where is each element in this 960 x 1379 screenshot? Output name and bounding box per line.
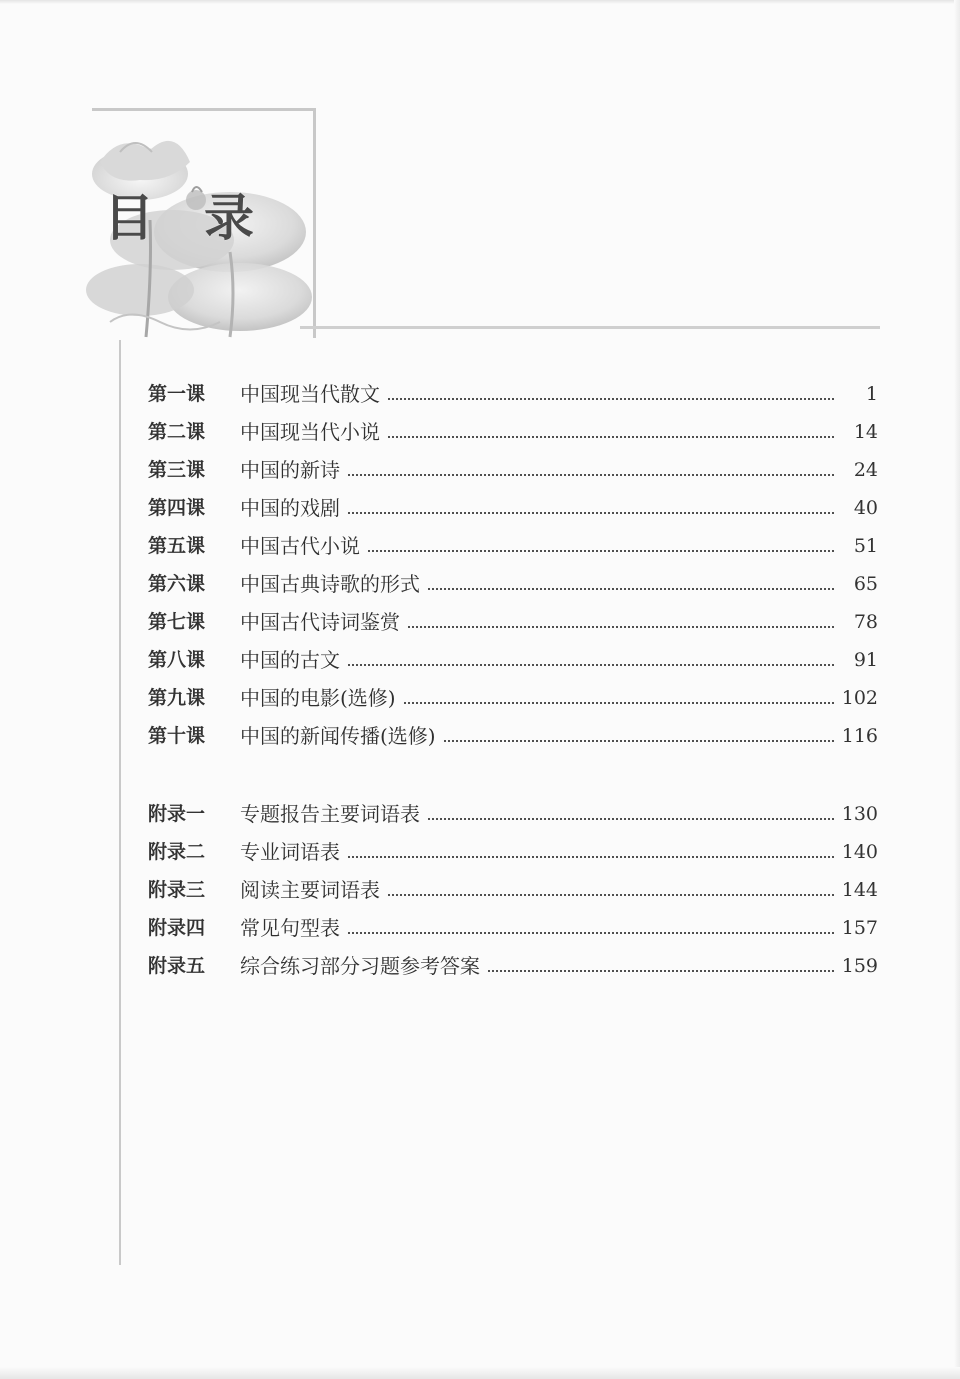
toc-entry-appendix-4[interactable] — [148, 904, 878, 942]
toc-entry-lesson-2[interactable] — [148, 408, 878, 446]
toc-label: 附录五 — [148, 955, 206, 977]
dot-leader — [348, 474, 834, 476]
dot-leader — [388, 436, 834, 438]
toc-label: 第六课 — [148, 573, 206, 595]
toc-label: 第五课 — [148, 535, 206, 557]
toc-page-number: 65 — [853, 573, 878, 595]
toc-title: 中国的新闻传播(选修) — [240, 724, 436, 748]
page-title: 目录 — [104, 189, 304, 247]
toc-label: 附录三 — [148, 879, 206, 901]
toc-entry-lesson-3[interactable] — [148, 446, 878, 484]
toc-title: 常见句型表 — [240, 916, 340, 940]
toc-entry-lesson-10[interactable] — [148, 712, 878, 750]
toc-title: 综合练习部分习题参考答案 — [240, 954, 480, 978]
toc-title: 专业词语表 — [240, 840, 340, 864]
toc-entry-lesson-1[interactable] — [148, 370, 878, 408]
dot-leader — [428, 818, 834, 820]
toc-page-number: 102 — [841, 687, 878, 709]
toc-label: 第七课 — [148, 611, 206, 633]
dot-leader — [348, 664, 834, 666]
toc-page-number: 144 — [841, 879, 878, 901]
toc-page-number: 1 — [865, 383, 878, 405]
toc-page-number: 91 — [853, 649, 878, 671]
toc-page-number: 40 — [853, 497, 878, 519]
page-edge-bottom — [0, 1367, 960, 1379]
toc-title: 中国现当代小说 — [240, 420, 380, 444]
toc-title: 阅读主要词语表 — [240, 878, 380, 902]
toc-label: 第十课 — [148, 725, 206, 747]
dot-leader — [348, 932, 834, 934]
toc-label: 第九课 — [148, 687, 206, 709]
toc-label: 第三课 — [148, 459, 206, 481]
toc-entry-lesson-4[interactable] — [148, 484, 878, 522]
page-edge-top — [0, 0, 960, 4]
toc-entry-lesson-6[interactable] — [148, 560, 878, 598]
section-gap — [148, 750, 878, 790]
toc-entry-lesson-7[interactable] — [148, 598, 878, 636]
dot-leader — [444, 740, 834, 742]
toc-page-number: 157 — [841, 917, 878, 939]
dot-leader — [368, 550, 834, 552]
dot-leader — [388, 894, 834, 896]
toc-page-number: 51 — [853, 535, 878, 557]
toc-label: 附录四 — [148, 917, 206, 939]
toc-label: 第二课 — [148, 421, 206, 443]
dot-leader — [408, 626, 834, 628]
toc-label: 附录二 — [148, 841, 206, 863]
toc-entry-appendix-2[interactable] — [148, 828, 878, 866]
dot-leader — [428, 588, 834, 590]
toc-page-number: 116 — [841, 725, 878, 747]
dot-leader — [348, 856, 834, 858]
toc-entry-lesson-5[interactable] — [148, 522, 878, 560]
toc-entry-lesson-8[interactable] — [148, 636, 878, 674]
toc-title: 中国的电影(选修) — [240, 686, 396, 710]
toc-title: 中国的戏剧 — [240, 496, 340, 520]
toc-entry-appendix-5[interactable] — [148, 942, 878, 980]
dot-leader — [488, 970, 834, 972]
toc-label: 第一课 — [148, 383, 206, 405]
toc-page-number: 130 — [841, 803, 878, 825]
toc-label: 附录一 — [148, 803, 206, 825]
toc-title: 中国现当代散文 — [240, 382, 380, 406]
toc-page-number: 14 — [853, 421, 878, 443]
toc-title: 专题报告主要词语表 — [240, 802, 420, 826]
toc-page-number: 24 — [853, 459, 878, 481]
toc-page-number: 159 — [841, 955, 878, 977]
toc-label: 第四课 — [148, 497, 206, 519]
top-divider — [300, 326, 880, 329]
toc-title: 中国古代诗词鉴赏 — [240, 610, 400, 634]
page-edge-right — [954, 0, 960, 1379]
left-divider — [119, 340, 121, 1265]
toc-title: 中国古典诗歌的形式 — [240, 572, 420, 596]
toc-title: 中国的新诗 — [240, 458, 340, 482]
toc-label: 第八课 — [148, 649, 206, 671]
toc-page-number: 140 — [841, 841, 878, 863]
toc-entry-appendix-3[interactable] — [148, 866, 878, 904]
toc-entry-lesson-9[interactable] — [148, 674, 878, 712]
dot-leader — [348, 512, 834, 514]
dot-leader — [388, 398, 834, 400]
toc-title: 中国的古文 — [240, 648, 340, 672]
title-block — [92, 108, 318, 340]
toc-entry-appendix-1[interactable] — [148, 790, 878, 828]
toc-title: 中国古代小说 — [240, 534, 360, 558]
dot-leader — [404, 702, 834, 704]
toc-page-number: 78 — [853, 611, 878, 633]
table-of-contents — [148, 370, 878, 980]
